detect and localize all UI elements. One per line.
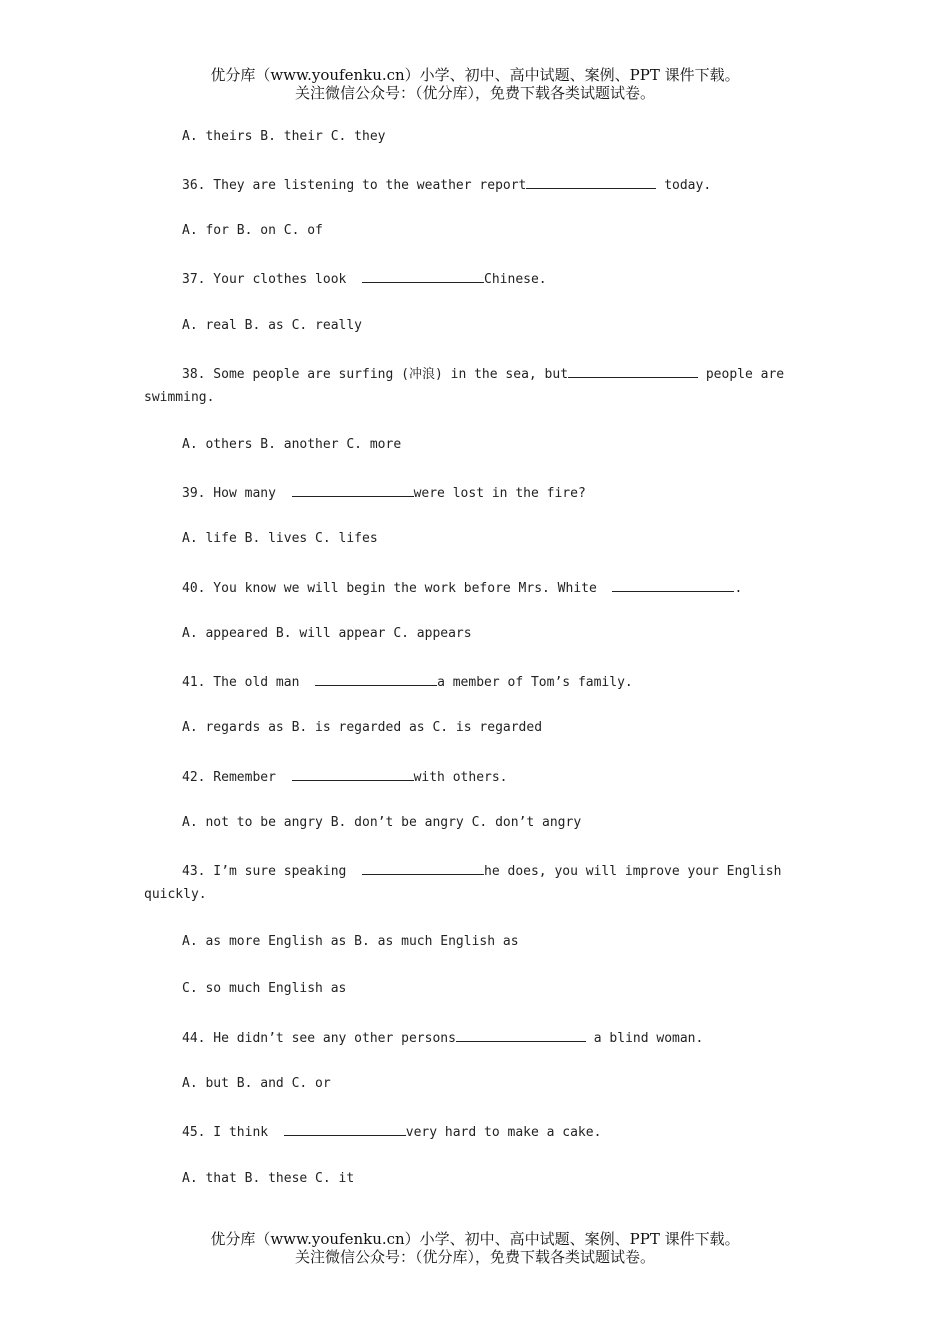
question-text: were lost in the fire? [413,486,586,501]
options-q37: A. real B. as C. really [182,318,363,333]
question-44 [182,1029,703,1047]
question-text: today. [656,178,712,193]
question-text: 36. They are listening to the weather report [182,178,527,193]
footer-line-2: 关注微信公众号：（优分库），免费下载各类试题试卷。 [294,1248,655,1266]
options-q44: A. but B. and C. or [182,1076,331,1091]
options-q41: A. regards as B. is regarded as C. is regarded [182,720,543,735]
options-q39: A. life B. lives C. lifes [182,531,378,546]
answer-blank [315,673,437,686]
question-text: 41. The old man [182,675,316,690]
question-38 [182,365,784,383]
question-text: 38. Some people are surfing (冲浪) in the sea, but [182,367,569,382]
question-36 [182,176,711,194]
options-q40: A. appeared B. will appear C. appears [182,626,472,641]
options-q43-line-2: C. so much English as [182,981,347,996]
question-text: people are [698,367,785,382]
question-text: 43. I’m sure speaking [182,864,363,879]
question-text: Chinese. [484,272,547,287]
question-text: a blind woman. [585,1031,704,1046]
question-text: 40. You know we will begin the work before Mrs. White [182,581,613,596]
options-q35: A. theirs B. their C. they [182,129,386,144]
question-39 [182,484,586,502]
header-line-2: 关注微信公众号：（优分库），免费下载各类试题试卷。 [294,84,655,102]
question-text: a member of Tom’s family. [437,675,633,690]
question-text: 44. He didn’t see any other persons [182,1031,456,1046]
answer-blank [292,484,414,497]
answer-blank [568,365,698,378]
question-37 [182,270,547,288]
question-text: with others. [413,770,508,785]
options-q43: A. as more English as B. as much English as [182,934,519,949]
options-q42: A. not to be angry B. don’t be angry C. don’t angry [182,815,582,830]
question-text: 45. I think [182,1125,284,1140]
question-43 [182,862,781,880]
question-text: 37. Your clothes look [182,272,363,287]
question-text: very hard to make a cake. [405,1125,602,1140]
options-q45: A. that B. these C. it [182,1171,355,1186]
question-40 [182,579,742,597]
answer-blank [284,1123,406,1136]
answer-blank [292,768,414,781]
question-text: he does, you will improve your English [484,864,782,879]
page-header [0,66,950,102]
question-45 [182,1123,601,1141]
answer-blank [362,862,484,875]
question-text: 39. How many [182,486,292,501]
question-42 [182,768,508,786]
header-line-1: 优分库（www.youfenku.cn）小学、初中、高中试题、案例、PPT 课件下载。 [210,66,740,84]
question-43-continued: quickly. [144,887,207,902]
answer-blank [612,579,734,592]
answer-blank [526,176,656,189]
options-q36: A. for B. on C. of [182,223,323,238]
page-footer [0,1230,950,1266]
answer-blank [362,270,484,283]
question-41 [182,673,633,691]
footer-line-1: 优分库（www.youfenku.cn）小学、初中、高中试题、案例、PPT 课件下载。 [210,1230,740,1248]
options-q38: A. others B. another C. more [182,437,402,452]
question-38-continued: swimming. [144,390,215,405]
question-text: . [734,581,743,596]
question-text: 42. Remember [182,770,292,785]
answer-blank [456,1029,586,1042]
